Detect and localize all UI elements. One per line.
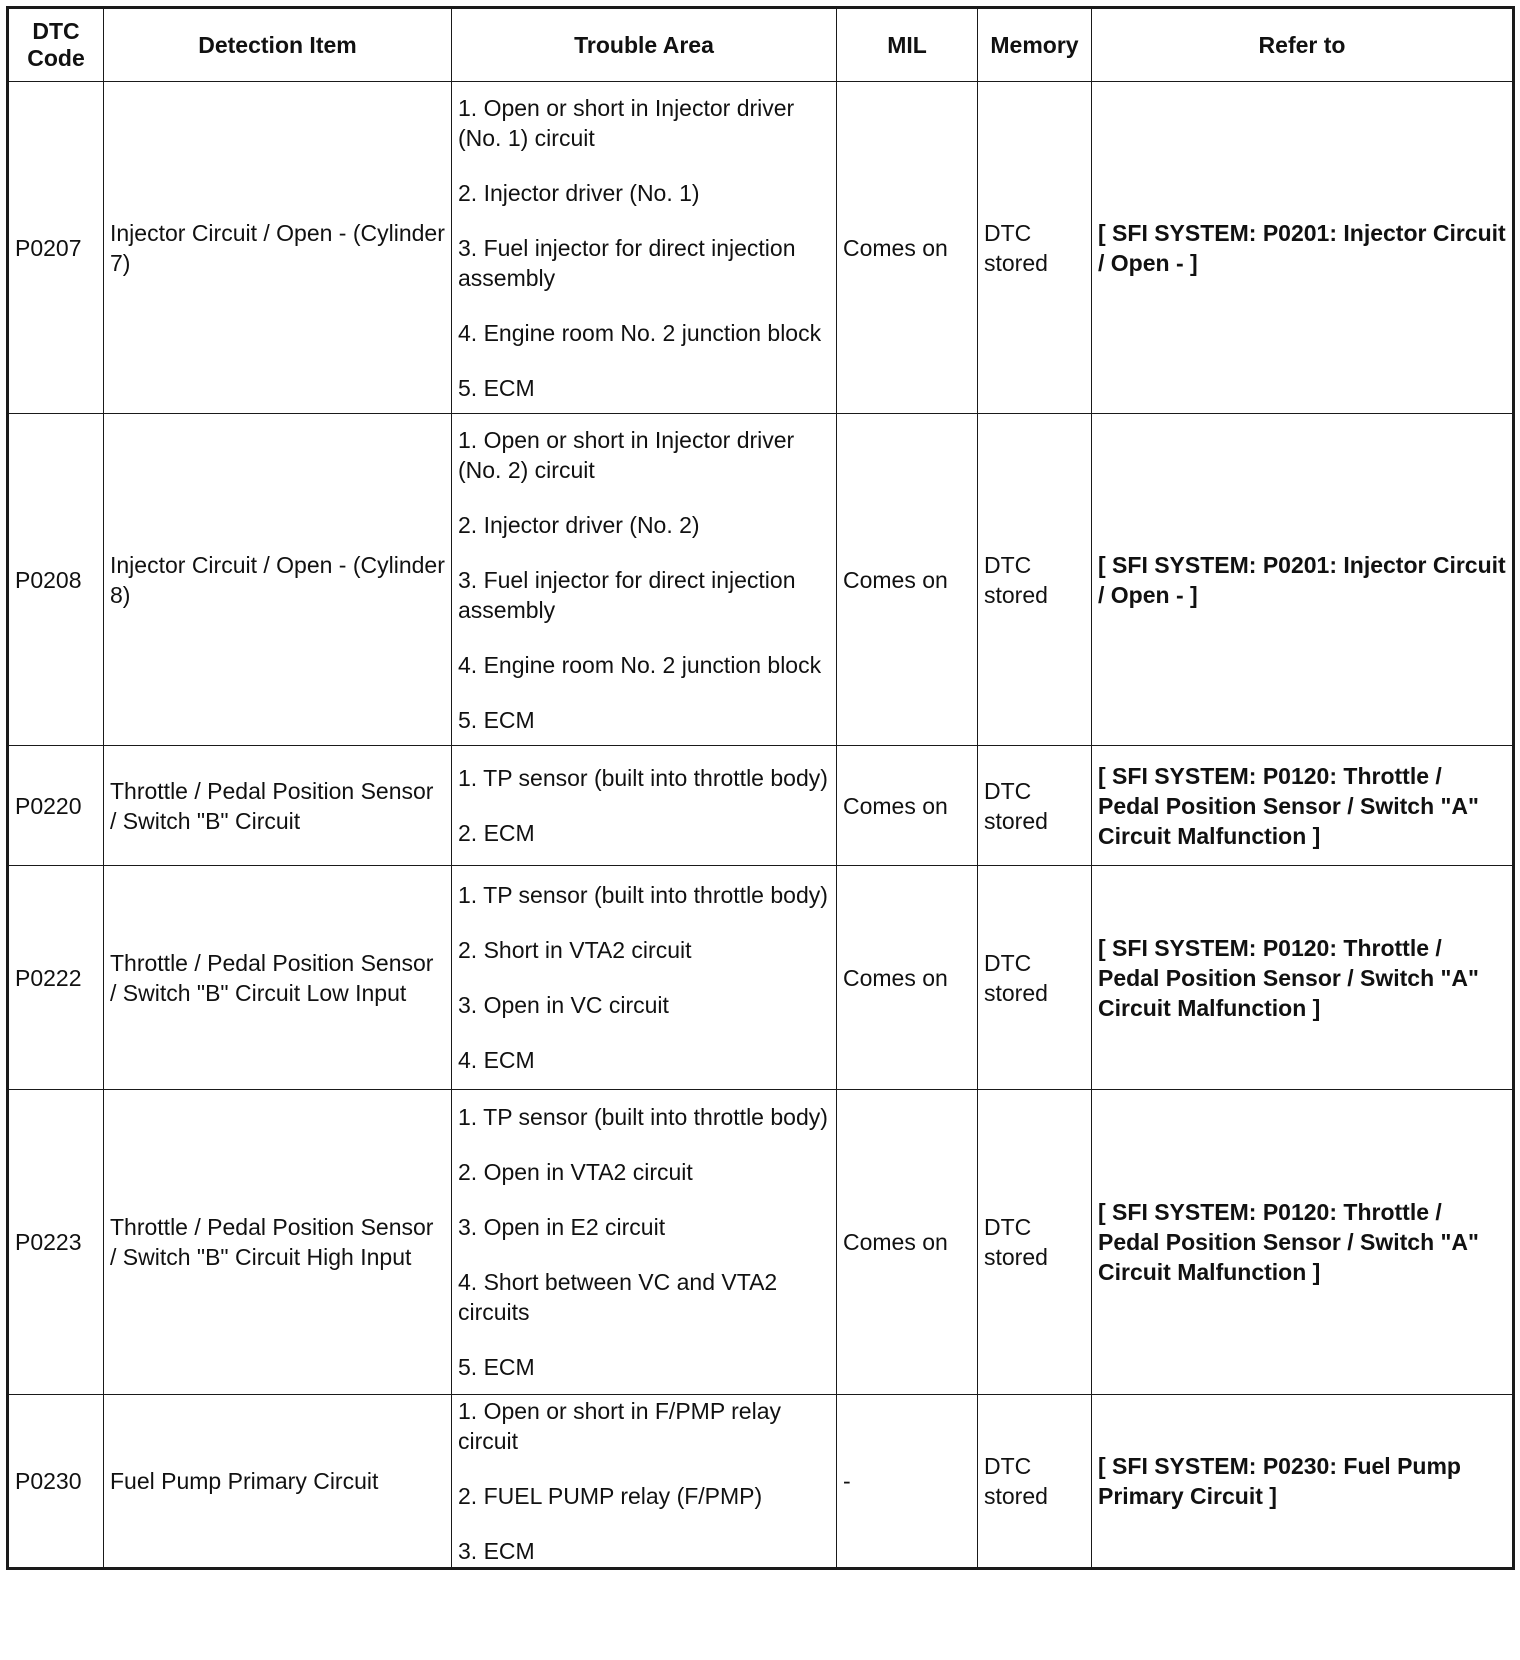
mil-cell: Comes on	[837, 414, 978, 746]
trouble-area-cell	[452, 866, 837, 1090]
table-header	[8, 8, 1514, 82]
trouble-area-item: 3. Fuel injector for direct injection assembly	[458, 234, 796, 291]
trouble-area-item: 2. Open in VTA2 circuit	[458, 1159, 693, 1185]
trouble-area-item: 2. ECM	[458, 820, 535, 846]
header-detection-item: Detection Item	[104, 8, 452, 82]
trouble-area-item: 1. Open or short in Injector driver (No. 1) circuit	[458, 94, 795, 151]
trouble-area-cell	[452, 1395, 837, 1569]
trouble-area-item: 1. TP sensor (built into throttle body)	[458, 882, 828, 908]
trouble-area-item: 3. Fuel injector for direct injection assembly	[458, 566, 796, 623]
table-row	[8, 1090, 1514, 1395]
detection-item-cell: Fuel Pump Primary Circuit	[104, 1395, 452, 1569]
header-row	[8, 8, 1514, 82]
refer-to-cell: [ SFI SYSTEM: P0120: Throttle / Pedal Position Sensor / Switch "A" Circuit Malfunction ]	[1092, 866, 1514, 1090]
dtc-code-cell: P0220	[8, 746, 104, 866]
dtc-code-cell: P0222	[8, 866, 104, 1090]
detection-item-cell: Injector Circuit / Open - (Cylinder 7)	[104, 82, 452, 414]
memory-cell: DTC stored	[978, 1090, 1092, 1395]
mil-cell: Comes on	[837, 82, 978, 414]
mil-cell: -	[837, 1395, 978, 1569]
trouble-area-item: 4. Engine room No. 2 junction block	[458, 319, 822, 346]
header-mil: MIL	[837, 8, 978, 82]
refer-to-cell: [ SFI SYSTEM: P0120: Throttle / Pedal Position Sensor / Switch "A" Circuit Malfunction ]	[1092, 746, 1514, 866]
table-row	[8, 1395, 1514, 1569]
memory-cell: DTC stored	[978, 82, 1092, 414]
table-row	[8, 414, 1514, 746]
trouble-area-item: 5. ECM	[458, 374, 535, 401]
table-row	[8, 82, 1514, 414]
dtc-code-cell: P0207	[8, 82, 104, 414]
header-memory: Memory	[978, 8, 1092, 82]
trouble-area-item: 1. Open or short in F/PMP relay circuit	[458, 1398, 781, 1454]
memory-cell: DTC stored	[978, 1395, 1092, 1569]
detection-item-cell: Injector Circuit / Open - (Cylinder 8)	[104, 414, 452, 746]
mil-cell: Comes on	[837, 1090, 978, 1395]
trouble-area-item: 2. Injector driver (No. 2)	[458, 511, 700, 538]
trouble-area-item: 3. Open in VC circuit	[458, 992, 669, 1018]
header-refer-to: Refer to	[1092, 8, 1514, 82]
detection-item-cell: Throttle / Pedal Position Sensor / Switch "B" Circuit Low Input	[104, 866, 452, 1090]
trouble-area-item: 2. Short in VTA2 circuit	[458, 937, 692, 963]
trouble-area-item: 1. TP sensor (built into throttle body)	[458, 1104, 828, 1130]
trouble-area-item: 3. Open in E2 circuit	[458, 1214, 666, 1240]
trouble-area-item: 1. TP sensor (built into throttle body)	[458, 765, 828, 791]
detection-item-cell: Throttle / Pedal Position Sensor / Switch "B" Circuit	[104, 746, 452, 866]
memory-cell: DTC stored	[978, 866, 1092, 1090]
trouble-area-cell	[452, 746, 837, 866]
trouble-area-item: 4. Short between VC and VTA2 circuits	[458, 1269, 778, 1325]
table-body	[8, 82, 1514, 1569]
trouble-area-item: 4. ECM	[458, 1047, 535, 1073]
dtc-code-cell: P0208	[8, 414, 104, 746]
dtc-code-cell: P0223	[8, 1090, 104, 1395]
trouble-area-item: 1. Open or short in Injector driver (No. 2) circuit	[458, 426, 795, 483]
dtc-table	[6, 6, 1515, 1570]
memory-cell: DTC stored	[978, 746, 1092, 866]
trouble-area-item: 2. FUEL PUMP relay (F/PMP)	[458, 1483, 763, 1509]
header-trouble-area: Trouble Area	[452, 8, 837, 82]
header-dtc-code: DTC Code	[8, 8, 104, 82]
detection-item-cell: Throttle / Pedal Position Sensor / Switch "B" Circuit High Input	[104, 1090, 452, 1395]
mil-cell: Comes on	[837, 866, 978, 1090]
refer-to-cell: [ SFI SYSTEM: P0201: Injector Circuit / Open - ]	[1092, 414, 1514, 746]
refer-to-cell: [ SFI SYSTEM: P0120: Throttle / Pedal Position Sensor / Switch "A" Circuit Malfunction ]	[1092, 1090, 1514, 1395]
trouble-area-item: 5. ECM	[458, 1354, 535, 1380]
trouble-area-cell	[452, 1090, 837, 1395]
table-row	[8, 866, 1514, 1090]
trouble-area-item: 2. Injector driver (No. 1)	[458, 179, 700, 206]
trouble-area-cell	[452, 82, 837, 414]
mil-cell: Comes on	[837, 746, 978, 866]
memory-cell: DTC stored	[978, 414, 1092, 746]
trouble-area-item: 3. ECM	[458, 1538, 535, 1564]
trouble-area-item: 4. Engine room No. 2 junction block	[458, 651, 822, 678]
table-row	[8, 746, 1514, 866]
trouble-area-item: 5. ECM	[458, 706, 535, 733]
refer-to-cell: [ SFI SYSTEM: P0201: Injector Circuit / Open - ]	[1092, 82, 1514, 414]
refer-to-cell: [ SFI SYSTEM: P0230: Fuel Pump Primary Circuit ]	[1092, 1395, 1514, 1569]
dtc-code-cell: P0230	[8, 1395, 104, 1569]
trouble-area-cell	[452, 414, 837, 746]
